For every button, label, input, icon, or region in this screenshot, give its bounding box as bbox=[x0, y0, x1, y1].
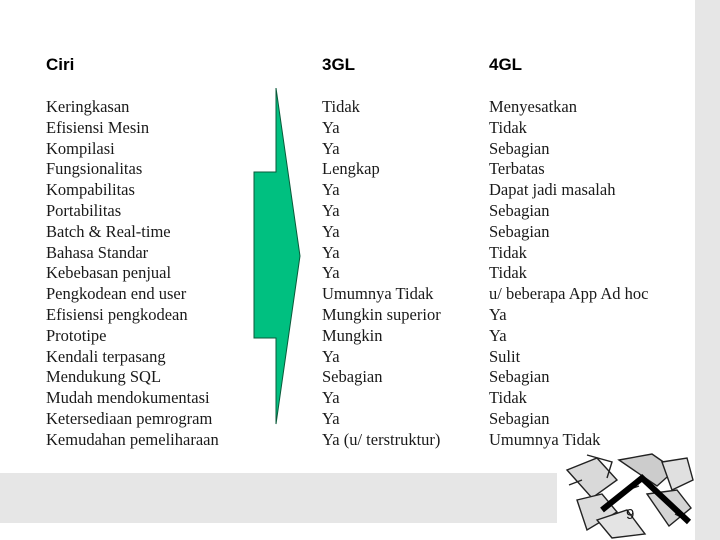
cell-4gl: Tidak bbox=[489, 242, 527, 262]
cell-3gl: Umumnya Tidak bbox=[322, 284, 434, 304]
cell-4gl: Dapat jadi masalah bbox=[489, 180, 616, 200]
cell-ciri: Pengkodean end user bbox=[46, 284, 187, 304]
cell-3gl: Ya bbox=[322, 346, 340, 366]
cell-4gl: Sebagian bbox=[489, 408, 550, 428]
cell-4gl: Sulit bbox=[489, 346, 521, 366]
cell-3gl: Tidak bbox=[322, 97, 360, 116]
cell-ciri: Portabilitas bbox=[46, 200, 122, 220]
column-ciri bbox=[46, 55, 219, 451]
cell-3gl: Ya bbox=[322, 138, 340, 158]
cell-3gl: Ya bbox=[322, 408, 340, 428]
column-4gl bbox=[489, 55, 648, 451]
cell-3gl: Ya bbox=[322, 117, 340, 137]
cell-ciri: Mudah mendokumentasi bbox=[46, 388, 210, 408]
cell-4gl: Menyesatkan bbox=[489, 97, 577, 116]
cell-4gl: Ya bbox=[489, 304, 507, 324]
cell-ciri: Ketersediaan pemrogram bbox=[46, 408, 213, 428]
cell-3gl: Ya bbox=[322, 200, 340, 220]
cell-4gl: Tidak bbox=[489, 388, 527, 408]
cell-ciri: Efisiensi Mesin bbox=[46, 117, 150, 137]
page-number: 9 bbox=[626, 506, 635, 523]
cell-ciri: Mendukung SQL bbox=[46, 367, 162, 387]
cell-3gl: Lengkap bbox=[322, 159, 380, 179]
cell-ciri: Fungsionalitas bbox=[46, 159, 143, 179]
cell-4gl: Sebagian bbox=[489, 200, 550, 220]
cell-4gl: Sebagian bbox=[489, 367, 550, 387]
column-header-3gl: 3GL bbox=[322, 55, 356, 74]
cell-3gl: Sebagian bbox=[322, 367, 383, 387]
cell-ciri: Kompabilitas bbox=[46, 180, 135, 200]
cell-3gl: Ya bbox=[322, 242, 340, 262]
cell-4gl: u/ beberapa App Ad hoc bbox=[489, 284, 649, 304]
cell-4gl: Terbatas bbox=[489, 159, 545, 179]
cell-ciri: Bahasa Standar bbox=[46, 242, 149, 262]
column-header-ciri: Ciri bbox=[46, 55, 75, 74]
cell-4gl: Umumnya Tidak bbox=[489, 429, 601, 449]
cell-3gl: Ya bbox=[322, 180, 340, 200]
cell-4gl: Ya bbox=[489, 325, 507, 345]
column-3gl bbox=[322, 55, 441, 451]
cell-ciri: Batch & Real-time bbox=[46, 221, 171, 241]
collage-image bbox=[557, 450, 695, 540]
cell-3gl: Ya bbox=[322, 388, 340, 408]
cell-ciri: Kebebasan penjual bbox=[46, 263, 172, 283]
cell-ciri: Kompilasi bbox=[46, 138, 115, 158]
cell-3gl: Mungkin superior bbox=[322, 304, 441, 324]
cell-4gl: Sebagian bbox=[489, 138, 550, 158]
cell-ciri: Keringkasan bbox=[46, 97, 130, 116]
cell-3gl: Ya bbox=[322, 221, 340, 241]
cell-3gl: Ya (u/ terstruktur) bbox=[322, 429, 441, 449]
cell-ciri: Prototipe bbox=[46, 325, 107, 345]
footer-band bbox=[0, 473, 557, 523]
column-header-4gl: 4GL bbox=[489, 55, 523, 74]
right-edge-strip bbox=[695, 0, 720, 540]
cell-3gl: Mungkin bbox=[322, 325, 383, 345]
cell-4gl: Tidak bbox=[489, 263, 527, 283]
cell-4gl: Sebagian bbox=[489, 221, 550, 241]
right-arrow-shape bbox=[254, 88, 300, 424]
cell-3gl: Ya bbox=[322, 263, 340, 283]
cell-4gl: Tidak bbox=[489, 117, 527, 137]
cell-ciri: Kemudahan pemeliharaan bbox=[46, 429, 219, 449]
cell-ciri: Efisiensi pengkodean bbox=[46, 304, 188, 324]
cell-ciri: Kendali terpasang bbox=[46, 346, 166, 366]
right-arrow-icon bbox=[250, 88, 306, 464]
